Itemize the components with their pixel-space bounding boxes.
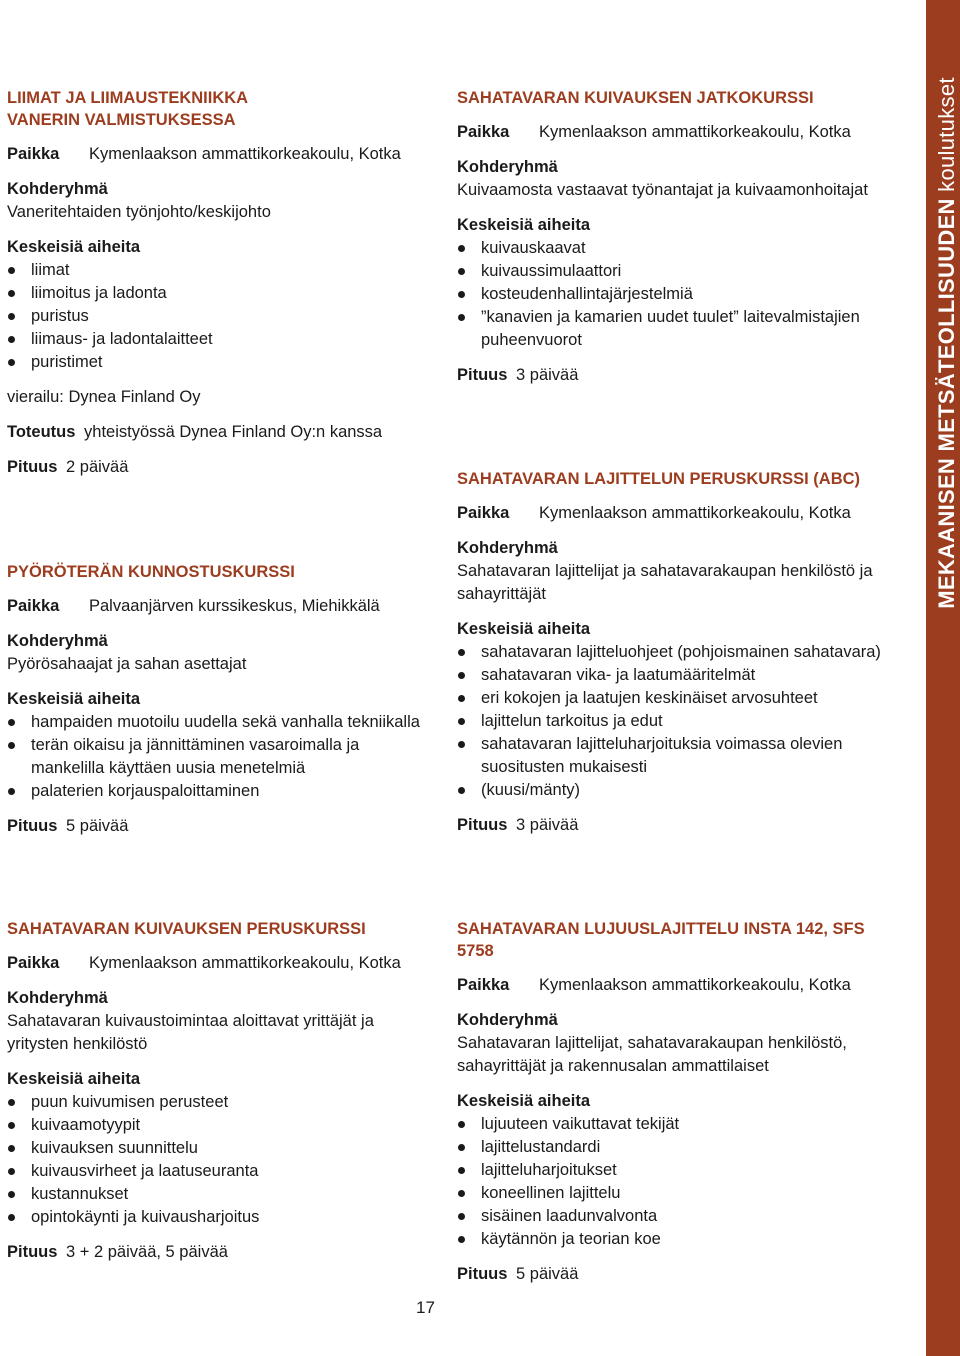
- list-item: lajittelun tarkoitus ja edut: [457, 710, 887, 733]
- pituus-value: 5 päivää: [66, 817, 129, 835]
- paikka-value: Kymenlaakson ammattikorkeakoulu, Kotka: [539, 976, 851, 994]
- paikka-value: Kymenlaakson ammattikorkeakoulu, Kotka: [89, 954, 401, 972]
- pituus-value: 2 päivää: [66, 458, 129, 476]
- kohderyhma-value: Pyörösahaajat ja sahan asettajat: [7, 655, 247, 673]
- kohderyhma-block: [7, 630, 437, 676]
- list-item: liimaus- ja ladontalaitteet: [7, 328, 437, 351]
- list-item: lajittelustandardi: [457, 1136, 887, 1159]
- pituus-label: Pituus: [457, 366, 508, 384]
- list-item: lajitteluharjoitukset: [457, 1159, 887, 1182]
- sidebar-title: [934, 77, 960, 609]
- pituus-row: [457, 1263, 887, 1286]
- aiheita-block: [7, 1068, 437, 1229]
- paikka-label: Paikka: [7, 145, 60, 163]
- course-title-line-2: VANERIN VALMISTUKSESSA: [7, 111, 236, 129]
- aiheita-block: [457, 214, 887, 352]
- list-item: kosteudenhallintajärjestelmiä: [457, 283, 887, 306]
- paikka-label: Paikka: [457, 504, 510, 522]
- list-item: ”kanavien ja kamarien uudet tuulet” laitevalmistajien puheenvuorot: [457, 306, 887, 352]
- paikka-label: Paikka: [457, 976, 510, 994]
- kohderyhma-block: [457, 537, 887, 606]
- course-pyoroteran: [7, 561, 437, 850]
- list-item: sisäinen laadunvalvonta: [457, 1205, 887, 1228]
- kohderyhma-value: Sahatavaran lajittelijat ja sahatavarakaupan henkilöstö ja sahayrittäjät: [457, 562, 873, 603]
- kohderyhma-label: Kohderyhmä: [7, 632, 108, 650]
- aiheita-list: [7, 259, 437, 374]
- list-item: liimoitus ja ladonta: [7, 282, 437, 305]
- aiheita-list: [457, 237, 887, 352]
- list-item: koneellinen lajittelu: [457, 1182, 887, 1205]
- pituus-value: 5 päivää: [516, 1265, 579, 1283]
- kohderyhma-label: Kohderyhmä: [7, 180, 108, 198]
- aiheita-label: Keskeisiä aiheita: [457, 1092, 590, 1110]
- aiheita-block: [457, 618, 887, 802]
- aiheita-list: [457, 641, 887, 802]
- aiheita-list: [457, 1113, 887, 1251]
- kohderyhma-block: [457, 1009, 887, 1078]
- pituus-row: [457, 364, 887, 387]
- course-title: [7, 87, 437, 131]
- pituus-value: 3 päivää: [516, 816, 579, 834]
- kohderyhma-block: [457, 156, 887, 202]
- kohderyhma-label: Kohderyhmä: [457, 158, 558, 176]
- list-item: eri kokojen ja laatujen keskinäiset arvosuhteet: [457, 687, 887, 710]
- paikka-row: [457, 502, 887, 525]
- list-item: sahatavaran lajitteluohjeet (pohjoismainen sahatavara): [457, 641, 887, 664]
- course-kuivaus-perus: [7, 918, 437, 1276]
- list-item: sahatavaran lajitteluharjoituksia voimassa olevien suositusten mukaisesti: [457, 733, 887, 779]
- pituus-label: Pituus: [7, 458, 58, 476]
- kohderyhma-value: Vaneritehtaiden työnjohto/keskijohto: [7, 203, 271, 221]
- paikka-value: Kymenlaakson ammattikorkeakoulu, Kotka: [89, 145, 401, 163]
- list-item: kuivaamotyypit: [7, 1114, 437, 1137]
- list-item: lujuuteen vaikuttavat tekijät: [457, 1113, 887, 1136]
- list-item: puristus: [7, 305, 437, 328]
- pituus-label: Pituus: [7, 817, 58, 835]
- list-item: palaterien korjauspaloittaminen: [7, 780, 437, 803]
- list-item: kuivaussimulaattori: [457, 260, 887, 283]
- aiheita-label: Keskeisiä aiheita: [7, 690, 140, 708]
- sidebar-title-bold: MEKAANISEN METSÄTEOLLISUUDEN: [934, 198, 959, 609]
- aiheita-list: [7, 1091, 437, 1229]
- course-lujuuslajittelu: [457, 918, 887, 1298]
- kohderyhma-value: Sahatavaran kuivaustoimintaa aloittavat yrittäjät ja yritysten henkilöstö: [7, 1012, 374, 1053]
- paikka-row: [457, 974, 887, 997]
- list-item: terän oikaisu ja jännittäminen vasaroimalla ja mankelilla käyttäen uusia menetelmiä: [7, 734, 437, 780]
- paikka-value: Kymenlaakson ammattikorkeakoulu, Kotka: [539, 123, 851, 141]
- pituus-label: Pituus: [457, 1265, 508, 1283]
- kohderyhma-block: [7, 987, 437, 1056]
- paikka-value: Palvaanjärven kurssikeskus, Miehikkälä: [89, 597, 380, 615]
- course-title: SAHATAVARAN KUIVAUKSEN PERUSKURSSI: [7, 920, 366, 938]
- list-item: sahatavaran vika- ja laatumääritelmät: [457, 664, 887, 687]
- list-item: kustannukset: [7, 1183, 437, 1206]
- list-item: (kuusi/mänty): [457, 779, 887, 802]
- pituus-row: [457, 814, 887, 837]
- course-title: SAHATAVARAN LAJITTELUN PERUSKURSSI (ABC): [457, 470, 861, 488]
- kohderyhma-label: Kohderyhmä: [457, 1011, 558, 1029]
- list-item: kuivauskaavat: [457, 237, 887, 260]
- course-title: PYÖRÖTERÄN KUNNOSTUSKURSSI: [7, 563, 295, 581]
- paikka-label: Paikka: [7, 597, 60, 615]
- paikka-label: Paikka: [457, 123, 510, 141]
- vierailu-text: vierailu: Dynea Finland Oy: [7, 388, 201, 406]
- pituus-label: Pituus: [7, 1243, 58, 1261]
- course-lajittelu-abc: [457, 468, 887, 849]
- pituus-value: 3 päivää: [516, 366, 579, 384]
- kohderyhma-value: Kuivaamosta vastaavat työnantajat ja kuivaamonhoitajat: [457, 181, 868, 199]
- paikka-row: [7, 595, 437, 618]
- kohderyhma-block: [7, 178, 437, 224]
- pituus-label: Pituus: [457, 816, 508, 834]
- toteutus-label: Toteutus: [7, 423, 76, 441]
- page-number: 17: [416, 1298, 435, 1317]
- list-item: puun kuivumisen perusteet: [7, 1091, 437, 1114]
- aiheita-block: [7, 688, 437, 803]
- pituus-row: [7, 815, 437, 838]
- list-item: hampaiden muotoilu uudella sekä vanhalla tekniikalla: [7, 711, 437, 734]
- paikka-row: [457, 121, 887, 144]
- toteutus-value: yhteistyössä Dynea Finland Oy:n kanssa: [84, 423, 383, 441]
- list-item: käytännön ja teorian koe: [457, 1228, 887, 1251]
- aiheita-list: [7, 711, 437, 803]
- aiheita-label: Keskeisiä aiheita: [7, 238, 140, 256]
- paikka-label: Paikka: [7, 954, 60, 972]
- course-title: SAHATAVARAN KUIVAUKSEN JATKOKURSSI: [457, 89, 814, 107]
- aiheita-block: [457, 1090, 887, 1251]
- pituus-row: [7, 1241, 437, 1264]
- aiheita-label: Keskeisiä aiheita: [7, 1070, 140, 1088]
- list-item: opintokäynti ja kuivausharjoitus: [7, 1206, 437, 1229]
- course-title-line-1: LIIMAT JA LIIMAUSTEKNIIKKA: [7, 89, 249, 107]
- course-title: SAHATAVARAN LUJUUSLAJITTELU INSTA 142, SFS 5758: [457, 920, 865, 960]
- course-liimat: [7, 87, 437, 491]
- course-kuivaus-jatko: [457, 87, 887, 399]
- list-item: liimat: [7, 259, 437, 282]
- sidebar-title-normal: koulutukset: [934, 77, 959, 192]
- list-item: kuivauksen suunnittelu: [7, 1137, 437, 1160]
- list-item: puristimet: [7, 351, 437, 374]
- kohderyhma-label: Kohderyhmä: [457, 539, 558, 557]
- toteutus-row: [7, 421, 437, 444]
- kohderyhma-value: Sahatavaran lajittelijat, sahatavarakaupan henkilöstö, sahayrittäjät ja rakennusalan ammattilaiset: [457, 1034, 847, 1075]
- paikka-row: [7, 143, 437, 166]
- aiheita-label: Keskeisiä aiheita: [457, 216, 590, 234]
- pituus-value: 3 + 2 päivää, 5 päivää: [66, 1243, 228, 1261]
- paikka-value: Kymenlaakson ammattikorkeakoulu, Kotka: [539, 504, 851, 522]
- aiheita-block: [7, 236, 437, 374]
- paikka-row: [7, 952, 437, 975]
- aiheita-label: Keskeisiä aiheita: [457, 620, 590, 638]
- list-item: kuivausvirheet ja laatuseuranta: [7, 1160, 437, 1183]
- pituus-row: [7, 456, 437, 479]
- kohderyhma-label: Kohderyhmä: [7, 989, 108, 1007]
